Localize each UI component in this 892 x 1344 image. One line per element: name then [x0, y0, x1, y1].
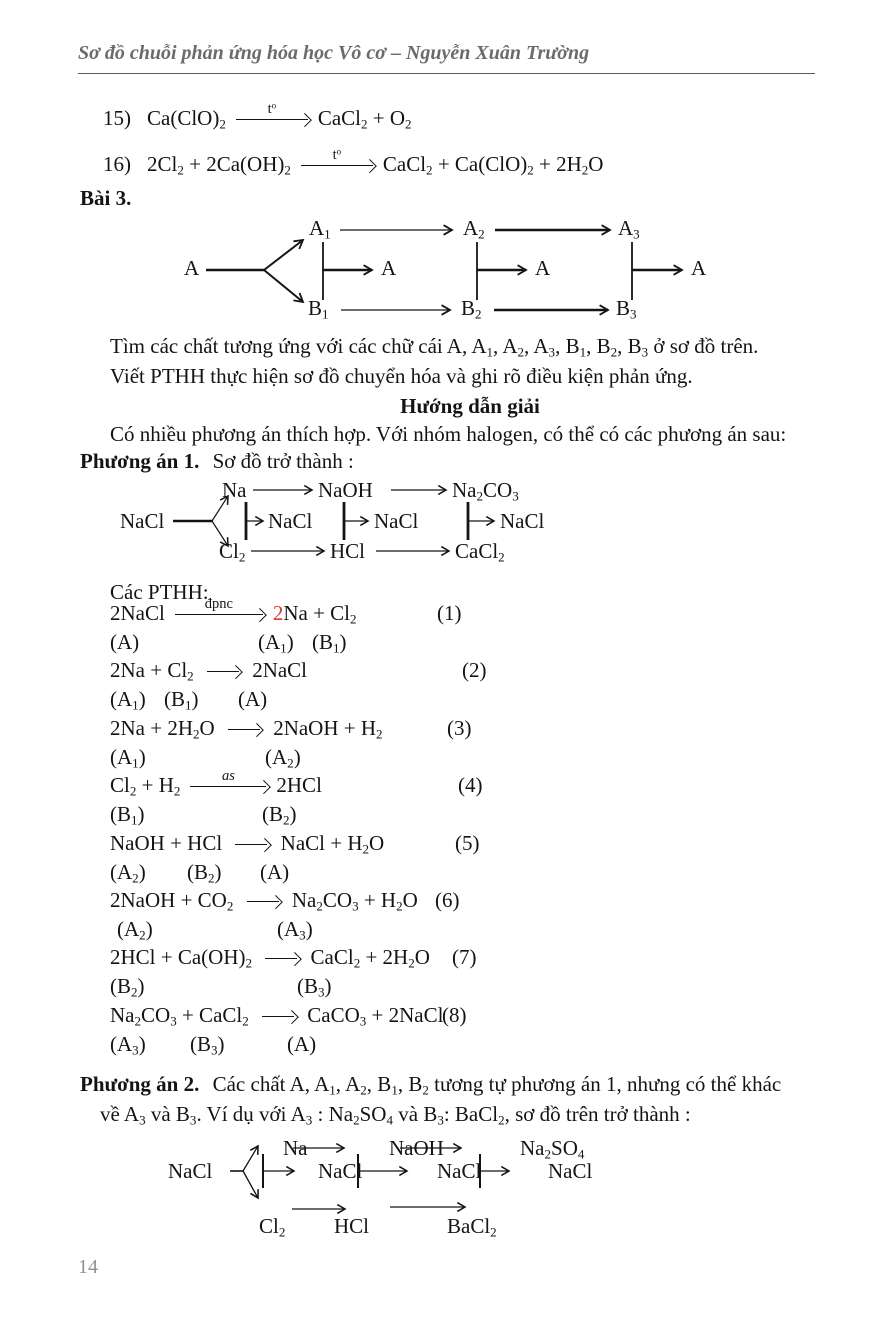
arrow-shaft-icon [190, 786, 266, 787]
scheme-node-root: NaCl [168, 1159, 213, 1183]
species-label: (A) [238, 687, 268, 712]
species-label: $(B_3)$ [297, 974, 332, 1000]
page-number: 14 [78, 1256, 98, 1278]
scheme-diagram-plan2 [0, 1136, 892, 1251]
arrow-shaft-icon [175, 614, 263, 615]
reaction-rhs: 2HCl [276, 773, 322, 798]
reaction-1 [110, 595, 730, 628]
scheme-node-hcl: HCl [334, 1214, 370, 1238]
arrow-icon [262, 1016, 294, 1017]
reaction-arrow [190, 767, 266, 796]
scheme-node-nacl-mid3: NaCl [548, 1159, 593, 1183]
scheme-node-a1: $A_1$ [309, 216, 331, 242]
reaction-8-labels [110, 1030, 730, 1058]
problem-text-line1: Tìm các chất tương ứng với các chữ cái A, $A_1$, $A_2$, $A_3$, $B_1$, $B_2$, $B_3$ ở sơ đồ trên. [110, 334, 759, 360]
plan1-text: Sơ đồ trở thành : [212, 449, 354, 473]
plan2-line1 [80, 1072, 781, 1097]
plan2-line2: về $A_3$ và $B_3$. Ví dụ với $A_3$ : $Na_2SO_4$ và $B_3$: BaCl$_2$, sơ đồ trên trở thành : [100, 1102, 691, 1128]
scheme-node-na: Na [222, 478, 247, 502]
equation-number: 15) [103, 106, 131, 130]
scheme-node-cl2: $Cl_2$ [219, 539, 246, 565]
reaction-number: (2) [462, 658, 487, 683]
arrow-shaft-icon [236, 119, 308, 120]
problem-text-line2: Viết PTHH thực hiện sơ đồ chuyển hóa và ghi rõ điều kiện phản ứng. [110, 364, 693, 388]
reaction-number: (3) [447, 715, 472, 740]
species-label: $(B_2)$ [187, 859, 222, 886]
reaction-number: (8) [442, 1002, 467, 1027]
reaction-condition: $t^o$ [332, 146, 342, 163]
scheme-node-nacl-mid3: NaCl [500, 509, 545, 533]
reaction-arrow [301, 146, 373, 175]
scheme-node-nacl-mid1: NaCl [268, 509, 313, 533]
species-label: $(A_2)$ [117, 916, 153, 943]
species-label: $(A_1)$ [258, 630, 294, 656]
scheme-node-root: A [184, 256, 200, 280]
arrow-icon [207, 671, 239, 672]
species-label: (A) [260, 859, 290, 884]
species-label: $(B_2)$ [262, 802, 297, 828]
scheme-diagram-plan1 [0, 476, 892, 574]
reaction-6-labels [110, 915, 730, 943]
arrow-icon [247, 901, 279, 902]
plan2-label: Phương án 2. [80, 1072, 200, 1096]
equation-rhs: CaCl$_2$ + $Ca(ClO)_2 + 2H_2O$ [382, 152, 604, 178]
plan2-text1: Các chất A, $A_1$, $A_2$, $B_1$, $B_2$ tương tự phương án 1, nhưng có thể khác [212, 1072, 782, 1098]
scheme-node-naoh: NaOH [389, 1136, 444, 1160]
reaction-1-labels [110, 628, 730, 656]
species-label: $(B_1)$ [110, 802, 145, 828]
reaction-3-labels [110, 743, 730, 771]
species-label: $(A_1)$ [110, 744, 146, 771]
plan1-label: Phương án 1. [80, 449, 200, 473]
scheme-node-bacl2: BaCl$_2$ [447, 1214, 497, 1240]
reaction-number: (5) [455, 830, 480, 855]
equation-15 [103, 100, 412, 132]
reaction-arrow [175, 595, 263, 624]
scheme-node-a-mid1: A [381, 256, 397, 280]
equation-lhs: $Ca(ClO)_2$ [147, 106, 226, 132]
scheme-node-na2co3: $Na_2CO_3$ [452, 478, 519, 504]
header-rule [78, 73, 815, 74]
reaction-arrow [236, 100, 308, 129]
scheme-node-nacl-mid2: NaCl [374, 509, 419, 533]
equation-rhs: CaCl$_2$ + $O_2$ [317, 106, 412, 132]
reaction-condition: $t^o$ [267, 100, 277, 117]
scheme-node-b3: $B_3$ [616, 296, 637, 322]
reaction-lhs: NaOH + HCl NaCl + $H_2O$ [110, 830, 385, 857]
scheme-node-a-mid3: A [691, 256, 707, 280]
pthh-heading: Các PTHH: [110, 580, 209, 604]
reaction-lhs: $2Na + 2H_2O$ 2NaOH + $H_2$ [110, 715, 383, 742]
species-label: (A) [287, 1031, 317, 1056]
scheme-node-root: NaCl [120, 509, 165, 533]
species-label: $(A_2)$ [110, 859, 146, 886]
scheme-node-b1: $B_1$ [308, 296, 329, 322]
arrow-shaft-icon [301, 165, 373, 166]
scheme-wires [0, 212, 892, 330]
solution-heading: Hướng dẫn giải [400, 394, 540, 418]
reaction-rhs: $2Na + Cl_2$ [272, 601, 357, 627]
reaction-condition: as [221, 767, 235, 784]
reaction-7-labels [110, 972, 730, 1000]
reaction-lhs: $Na_2CO_3$ + CaCl$_2$ CaCO$_3$ + 2NaCl [110, 1002, 444, 1029]
scheme-node-b2: $B_2$ [461, 296, 482, 322]
exercise-heading: Bài 3. [80, 186, 132, 210]
reaction-condition: đpnc [204, 595, 233, 612]
scheme-node-na2so4: $Na_2SO_4$ [520, 1136, 585, 1162]
solution-intro: Có nhiều phương án thích hợp. Với nhóm halogen, có thể có các phương án sau: [110, 422, 787, 446]
arrow-icon [235, 844, 267, 845]
reaction-5 [110, 829, 730, 858]
species-label: $(B_1)$ [312, 630, 347, 656]
reaction-5-labels [110, 858, 730, 886]
equation-16 [103, 146, 604, 178]
reaction-lhs: $2HCl + Ca(OH)_2$ CaCl$_2$ + $2H_2O$ [110, 945, 430, 971]
page-header-title: Sơ đồ chuỗi phản ứng hóa học Vô cơ – Nguyễn Xuân Trường [78, 42, 590, 64]
scheme-node-hcl: HCl [330, 539, 366, 563]
species-label: $(B_2)$ [110, 974, 145, 1000]
reaction-8 [110, 1001, 730, 1030]
scheme-wires [0, 1136, 892, 1251]
species-label: $(A_2)$ [265, 744, 301, 771]
species-label: $(A_3)$ [110, 1031, 146, 1058]
reactions-list [110, 595, 730, 1058]
scheme-node-a2: $A_2$ [463, 216, 485, 242]
species-label: $(A_1)$ [110, 687, 146, 714]
reaction-7 [110, 943, 730, 972]
reaction-4 [110, 767, 730, 800]
equation-number: 16) [103, 152, 131, 176]
species-label: $(B_3)$ [190, 1031, 225, 1058]
scheme-node-na: Na [283, 1136, 308, 1160]
reaction-lhs: $2Na + Cl_2$ 2NaCl [110, 658, 308, 685]
scheme-node-nacl-mid1: NaCl [318, 1159, 363, 1183]
reaction-number: (1) [437, 601, 462, 625]
reaction-2 [110, 656, 730, 685]
species-label: $(A_3)$ [277, 916, 313, 943]
reaction-number: (4) [458, 773, 483, 798]
scheme-diagram-bai3 [0, 212, 892, 330]
reaction-6 [110, 886, 730, 915]
reaction-lhs: 2NaOH + $CO_2$ $Na_2CO_3 + H_2O$ [110, 887, 418, 914]
reaction-lhs: 2NaCl [110, 601, 165, 625]
reaction-number: (6) [435, 887, 460, 912]
scheme-node-cl2: $Cl_2$ [259, 1214, 286, 1240]
scheme-node-naoh: NaOH [318, 478, 373, 502]
species-label: (A) [110, 630, 140, 654]
reaction-4-labels [110, 800, 730, 828]
reaction-lhs: $Cl_2 + H_2$ [110, 773, 181, 799]
reaction-number: (7) [452, 945, 477, 970]
arrow-icon [265, 958, 297, 959]
scheme-node-cacl2: CaCl$_2$ [455, 539, 505, 565]
scheme-node-nacl-mid2: NaCl [437, 1159, 482, 1183]
equation-lhs: $2Cl_2 + 2Ca(OH)_2$ [147, 152, 291, 178]
arrow-icon [228, 729, 260, 730]
reaction-3 [110, 714, 730, 743]
species-label: $(B_1)$ [164, 687, 199, 714]
reaction-2-labels [110, 685, 730, 713]
scheme-node-a3: $A_3$ [618, 216, 640, 242]
plan1-line [80, 449, 354, 474]
scheme-node-a-mid2: A [535, 256, 551, 280]
